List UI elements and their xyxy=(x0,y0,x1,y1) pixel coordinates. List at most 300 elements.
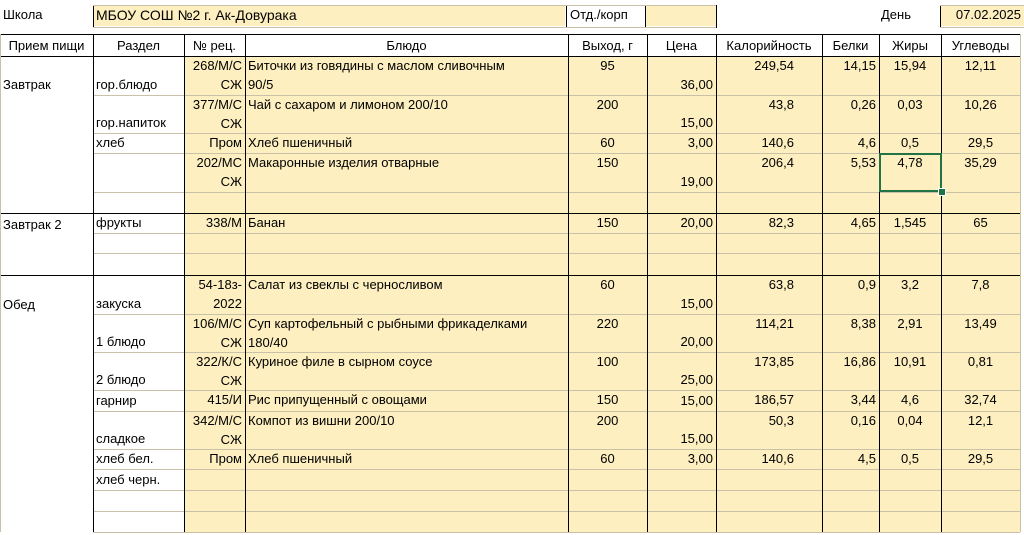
fat-value: 4,6 xyxy=(900,392,920,407)
cell-carbs[interactable] xyxy=(941,490,1020,511)
cell-recipe[interactable] xyxy=(184,469,245,490)
column-header-protein[interactable]: Белки xyxy=(832,38,869,53)
cell-price[interactable] xyxy=(647,213,716,233)
cell-kcal[interactable] xyxy=(716,95,822,133)
kcal-value: 82,3 xyxy=(768,215,794,230)
column-header-recipe[interactable]: № рец. xyxy=(192,38,237,53)
cell-section[interactable] xyxy=(93,390,184,411)
cell-section[interactable] xyxy=(93,133,184,153)
cell-meal[interactable] xyxy=(0,153,93,192)
cell-kcal[interactable] xyxy=(716,213,822,233)
cell-price[interactable] xyxy=(647,390,716,411)
cell-yield[interactable] xyxy=(568,352,647,390)
cell-dish[interactable] xyxy=(245,314,568,352)
grid-line xyxy=(566,5,567,28)
grid-line xyxy=(93,511,1020,512)
cell-kcal[interactable] xyxy=(716,352,822,390)
dish-line: 180/40 xyxy=(248,335,288,350)
protein-value: 8,38 xyxy=(850,316,876,331)
cell-dish[interactable] xyxy=(245,56,568,95)
cell-recipe[interactable] xyxy=(184,275,245,314)
cell-meal[interactable] xyxy=(0,233,93,253)
cell-recipe[interactable] xyxy=(184,490,245,511)
recipe-line: 202/МС xyxy=(196,155,242,170)
cell-fat[interactable] xyxy=(879,449,941,469)
meal-group-label[interactable]: Завтрак 2 xyxy=(0,216,92,234)
cell-dish[interactable] xyxy=(245,253,568,275)
grid-line xyxy=(568,34,569,532)
cell-meal[interactable] xyxy=(0,253,93,275)
section-value: хлеб бел. xyxy=(96,451,154,466)
grid-line xyxy=(93,233,1020,234)
grid-line xyxy=(93,153,1020,154)
column-header-yield[interactable]: Выход, г xyxy=(582,38,633,53)
column-header-dish[interactable]: Блюдо xyxy=(386,38,427,53)
cell-fat[interactable] xyxy=(879,275,941,314)
cell-yield[interactable] xyxy=(568,192,647,213)
kcal-value: 206,4 xyxy=(761,155,794,170)
dept-value-cell[interactable] xyxy=(646,6,716,26)
section-value: сладкое xyxy=(96,431,146,446)
cell-fat[interactable] xyxy=(879,153,941,192)
cell-recipe[interactable] xyxy=(184,253,245,275)
cell-section[interactable] xyxy=(93,352,184,390)
yield-value: 220 xyxy=(596,316,619,331)
price-value: 15,00 xyxy=(680,431,713,446)
yield-value: 100 xyxy=(596,354,619,369)
cell-meal[interactable] xyxy=(0,314,93,352)
cell-recipe[interactable] xyxy=(184,449,245,469)
cell-protein[interactable] xyxy=(822,192,879,213)
carbs-value: 10,26 xyxy=(964,97,997,112)
cell-fat[interactable] xyxy=(879,390,941,411)
carbs-value: 29,5 xyxy=(967,135,994,150)
protein-value: 5,53 xyxy=(850,155,876,170)
grid-line xyxy=(93,390,1020,391)
cell-protein[interactable] xyxy=(822,153,879,192)
cell-protein[interactable] xyxy=(822,213,879,233)
cell-kcal[interactable] xyxy=(716,275,822,314)
price-value: 15,00 xyxy=(680,393,713,408)
cell-fat[interactable] xyxy=(879,253,941,275)
cell-meal[interactable] xyxy=(0,511,93,532)
grid-line xyxy=(645,5,646,28)
grid-line xyxy=(93,469,1020,470)
cell-dish[interactable] xyxy=(245,449,568,469)
grid-line xyxy=(940,5,941,28)
cell-meal[interactable] xyxy=(0,192,93,213)
yield-value: 60 xyxy=(600,277,615,292)
recipe-line: 338/М xyxy=(205,215,242,230)
cell-yield[interactable] xyxy=(568,233,647,253)
column-header-kcal[interactable]: Калорийность xyxy=(726,38,812,53)
day-label[interactable]: День xyxy=(881,7,911,22)
cell-carbs[interactable] xyxy=(941,95,1020,133)
cell-recipe[interactable] xyxy=(184,95,245,133)
cell-recipe[interactable] xyxy=(184,390,245,411)
cell-yield[interactable] xyxy=(568,133,647,153)
cell-price[interactable] xyxy=(647,95,716,133)
grid-line xyxy=(0,56,1020,57)
recipe-line: СЖ xyxy=(220,116,242,131)
grid-line xyxy=(93,5,94,28)
cell-yield[interactable] xyxy=(568,449,647,469)
cell-price[interactable] xyxy=(647,275,716,314)
cell-meal[interactable] xyxy=(0,352,93,390)
date-cell[interactable]: 07.02.2025 xyxy=(941,6,1024,26)
cell-kcal[interactable] xyxy=(716,56,822,95)
cell-price[interactable] xyxy=(647,133,716,153)
cell-dish[interactable] xyxy=(245,95,568,133)
cell-recipe[interactable] xyxy=(184,153,245,192)
cell-kcal[interactable] xyxy=(716,153,822,192)
cell-section[interactable] xyxy=(93,411,184,449)
cell-kcal[interactable] xyxy=(716,511,822,532)
carbs-value: 65 xyxy=(973,215,988,230)
cell-kcal[interactable] xyxy=(716,449,822,469)
protein-value: 0,9 xyxy=(857,277,876,292)
cell-fat[interactable] xyxy=(879,233,941,253)
cell-dish[interactable] xyxy=(245,133,568,153)
cell-dish[interactable] xyxy=(245,233,568,253)
grid-line xyxy=(93,27,716,28)
cell-fat[interactable] xyxy=(879,352,941,390)
price-value: 19,00 xyxy=(680,174,713,189)
cell-meal[interactable] xyxy=(0,133,93,153)
cell-kcal[interactable] xyxy=(716,253,822,275)
protein-value: 4,65 xyxy=(850,215,876,230)
cell-protein[interactable] xyxy=(822,56,879,95)
cell-section[interactable] xyxy=(93,56,184,95)
cell-yield[interactable] xyxy=(568,56,647,95)
cell-carbs[interactable] xyxy=(941,192,1020,213)
cell-yield[interactable] xyxy=(568,411,647,449)
recipe-line: 106/М/С xyxy=(192,316,242,331)
column-header-section[interactable]: Раздел xyxy=(117,38,160,53)
grid-line xyxy=(941,34,942,532)
section-value: гарнир xyxy=(96,393,137,408)
fat-value: 10,91 xyxy=(893,354,927,369)
cell-meal[interactable] xyxy=(0,411,93,449)
grid-line xyxy=(0,34,1020,35)
cell-price[interactable] xyxy=(647,490,716,511)
cell-fat[interactable] xyxy=(879,411,941,449)
dish-line: Рис припущенный с овощами xyxy=(248,392,427,407)
cell-dish[interactable] xyxy=(245,275,568,314)
cell-kcal[interactable] xyxy=(716,314,822,352)
price-value: 3,00 xyxy=(687,135,713,150)
cell-protein[interactable] xyxy=(822,469,879,490)
cell-carbs[interactable] xyxy=(941,449,1020,469)
cell-protein[interactable] xyxy=(822,95,879,133)
cell-meal[interactable] xyxy=(0,490,93,511)
cell-price[interactable] xyxy=(647,56,716,95)
cell-carbs[interactable] xyxy=(941,233,1020,253)
cell-carbs[interactable] xyxy=(941,511,1020,532)
yield-value: 95 xyxy=(600,58,615,73)
recipe-line: 268/М/С xyxy=(192,58,242,73)
dept-label[interactable]: Отд./корп xyxy=(570,7,628,22)
recipe-line: Пром xyxy=(209,451,242,466)
section-value: 2 блюдо xyxy=(96,372,146,387)
cell-price[interactable] xyxy=(647,153,716,192)
recipe-line: Пром xyxy=(209,135,242,150)
grid-line xyxy=(93,532,1020,533)
cell-fat[interactable] xyxy=(879,192,941,213)
cell-recipe[interactable] xyxy=(184,213,245,233)
grid-line xyxy=(184,34,185,532)
kcal-value: 43,8 xyxy=(768,97,794,112)
section-value: хлеб xyxy=(96,135,125,150)
fat-value: 0,5 xyxy=(900,451,920,466)
price-value: 15,00 xyxy=(680,115,713,130)
carbs-value: 32,74 xyxy=(964,392,997,407)
dish-line: Биточки из говядины с маслом сливочным xyxy=(248,58,505,73)
cell-carbs[interactable] xyxy=(941,213,1020,233)
cell-dish[interactable] xyxy=(245,192,568,213)
cell-protein[interactable] xyxy=(822,314,879,352)
cell-protein[interactable] xyxy=(822,253,879,275)
grid-line xyxy=(93,133,1020,134)
dish-line: Макаронные изделия отварные xyxy=(248,155,440,170)
kcal-value: 173,85 xyxy=(754,354,794,369)
kcal-value: 140,6 xyxy=(761,451,794,466)
carbs-value: 12,11 xyxy=(964,58,997,73)
cell-kcal[interactable] xyxy=(716,233,822,253)
cell-carbs[interactable] xyxy=(941,469,1020,490)
yield-value: 150 xyxy=(596,215,619,230)
dish-line: Компот из вишни 200/10 xyxy=(248,413,395,428)
fat-value: 3,2 xyxy=(900,277,920,292)
dish-line: Чай с сахаром и лимоном 200/10 xyxy=(248,97,448,112)
cell-recipe[interactable] xyxy=(184,233,245,253)
kcal-value: 249,54 xyxy=(754,58,794,73)
cell-recipe[interactable] xyxy=(184,133,245,153)
cell-section[interactable] xyxy=(93,275,184,314)
cell-section[interactable] xyxy=(93,449,184,469)
cell-yield[interactable] xyxy=(568,490,647,511)
cell-section[interactable] xyxy=(93,511,184,532)
meal-group-label[interactable]: Обед xyxy=(0,296,92,314)
cell-kcal[interactable] xyxy=(716,469,822,490)
column-header-carbs[interactable]: Углеводы xyxy=(951,38,1010,53)
cell-fat[interactable] xyxy=(879,95,941,133)
cell-fat[interactable] xyxy=(879,469,941,490)
cell-carbs[interactable] xyxy=(941,153,1020,192)
recipe-line: СЖ xyxy=(220,373,242,388)
cell-yield[interactable] xyxy=(568,275,647,314)
column-header-price[interactable]: Цена xyxy=(665,38,698,53)
cell-protein[interactable] xyxy=(822,411,879,449)
price-value: 20,00 xyxy=(680,215,713,230)
recipe-line: СЖ xyxy=(220,432,242,447)
grid-line xyxy=(0,34,1,532)
column-header-fat[interactable]: Жиры xyxy=(892,38,928,53)
cell-dish[interactable] xyxy=(245,390,568,411)
cell-protein[interactable] xyxy=(822,490,879,511)
cell-price[interactable] xyxy=(647,253,716,275)
recipe-line: 342/М/С xyxy=(192,413,242,428)
cell-section[interactable] xyxy=(93,490,184,511)
section-value: закуска xyxy=(96,296,142,311)
grid-line xyxy=(0,275,1020,276)
recipe-line: СЖ xyxy=(220,335,242,350)
section-value: 1 блюдо xyxy=(96,334,146,349)
grid-line xyxy=(245,34,246,532)
cell-yield[interactable] xyxy=(568,213,647,233)
grid-line xyxy=(940,5,1024,6)
fat-value: 0,03 xyxy=(897,97,923,112)
dish-line: Хлеб пшеничный xyxy=(248,135,353,150)
cell-fat[interactable] xyxy=(879,56,941,95)
cell-section[interactable] xyxy=(93,314,184,352)
fill-handle[interactable] xyxy=(938,188,946,196)
cell-protein[interactable] xyxy=(822,233,879,253)
cell-protein[interactable] xyxy=(822,275,879,314)
recipe-line: 377/М/С xyxy=(192,97,242,112)
cell-kcal[interactable] xyxy=(716,390,822,411)
cell-recipe[interactable] xyxy=(184,411,245,449)
cell-price[interactable] xyxy=(647,314,716,352)
cell-recipe[interactable] xyxy=(184,511,245,532)
cell-protein[interactable] xyxy=(822,133,879,153)
section-value: фрукты xyxy=(96,215,142,230)
cell-dish[interactable] xyxy=(245,352,568,390)
cell-yield[interactable] xyxy=(568,314,647,352)
column-header-meal[interactable]: Прием пищи xyxy=(8,38,85,53)
grid-line xyxy=(1020,34,1021,532)
grid-line xyxy=(93,5,716,6)
recipe-line: 54-18з- xyxy=(198,277,242,292)
protein-value: 3,44 xyxy=(850,392,876,407)
cell-fat[interactable] xyxy=(879,490,941,511)
cell-protein[interactable] xyxy=(822,449,879,469)
fat-value: 4,78 xyxy=(897,155,923,170)
cell-price[interactable] xyxy=(647,449,716,469)
dish-line: Салат из свеклы с черносливом xyxy=(248,277,443,292)
cell-price[interactable] xyxy=(647,411,716,449)
cell-price[interactable] xyxy=(647,352,716,390)
cell-fat[interactable] xyxy=(879,314,941,352)
carbs-value: 7,8 xyxy=(971,277,990,292)
carbs-value: 35,29 xyxy=(964,155,997,170)
price-value: 36,00 xyxy=(680,77,713,92)
protein-value: 14,15 xyxy=(843,58,876,73)
cell-yield[interactable] xyxy=(568,469,647,490)
cell-carbs[interactable] xyxy=(941,253,1020,275)
cell-carbs[interactable] xyxy=(941,275,1020,314)
yield-value: 60 xyxy=(600,135,615,150)
price-value: 15,00 xyxy=(680,296,713,311)
fat-value: 0,5 xyxy=(900,135,920,150)
section-value: хлеб черн. xyxy=(96,472,161,487)
recipe-line: 2022 xyxy=(213,296,242,311)
cell-kcal[interactable] xyxy=(716,490,822,511)
cell-dish[interactable] xyxy=(245,213,568,233)
cell-section[interactable] xyxy=(93,95,184,133)
grid-line xyxy=(716,34,717,532)
cell-carbs[interactable] xyxy=(941,352,1020,390)
cell-dish[interactable] xyxy=(245,411,568,449)
cell-protein[interactable] xyxy=(822,352,879,390)
cell-meal[interactable] xyxy=(0,95,93,133)
cell-carbs[interactable] xyxy=(941,56,1020,95)
cell-recipe[interactable] xyxy=(184,56,245,95)
cell-price[interactable] xyxy=(647,469,716,490)
cell-yield[interactable] xyxy=(568,153,647,192)
cell-kcal[interactable] xyxy=(716,192,822,213)
cell-price[interactable] xyxy=(647,233,716,253)
cell-recipe[interactable] xyxy=(184,192,245,213)
cell-section[interactable] xyxy=(93,233,184,253)
kcal-value: 186,57 xyxy=(754,392,794,407)
yield-value: 150 xyxy=(596,155,619,170)
cell-kcal[interactable] xyxy=(716,133,822,153)
cell-kcal[interactable] xyxy=(716,411,822,449)
cell-dish[interactable] xyxy=(245,490,568,511)
fat-value: 1,545 xyxy=(893,215,927,230)
cell-section[interactable] xyxy=(93,192,184,213)
cell-carbs[interactable] xyxy=(941,314,1020,352)
cell-section[interactable] xyxy=(93,153,184,192)
cell-recipe[interactable] xyxy=(184,352,245,390)
cell-fat[interactable] xyxy=(879,133,941,153)
meal-group-label[interactable]: Завтрак xyxy=(0,76,92,94)
cell-carbs[interactable] xyxy=(941,133,1020,153)
recipe-line: СЖ xyxy=(220,77,242,92)
cell-yield[interactable] xyxy=(568,390,647,411)
cell-carbs[interactable] xyxy=(941,411,1020,449)
grid-line xyxy=(822,34,823,532)
fat-value: 15,94 xyxy=(893,58,927,73)
grid-line xyxy=(93,253,1020,254)
grid-line xyxy=(93,95,1020,96)
cell-yield[interactable] xyxy=(568,511,647,532)
cell-protein[interactable] xyxy=(822,511,879,532)
cell-dish[interactable] xyxy=(245,153,568,192)
cell-meal[interactable] xyxy=(0,449,93,469)
cell-section[interactable] xyxy=(93,469,184,490)
recipe-line: 415/И xyxy=(207,392,242,407)
cell-dish[interactable] xyxy=(245,511,568,532)
price-value: 3,00 xyxy=(687,451,713,466)
cell-yield[interactable] xyxy=(568,95,647,133)
yield-value: 200 xyxy=(596,413,619,428)
cell-dish[interactable] xyxy=(245,469,568,490)
school-name-cell[interactable]: МБОУ СОШ №2 г. Ак-Довурака xyxy=(93,6,565,26)
cell-yield[interactable] xyxy=(568,253,647,275)
cell-meal[interactable] xyxy=(0,469,93,490)
grid-line xyxy=(879,34,880,532)
grid-line xyxy=(93,192,1020,193)
cell-price[interactable] xyxy=(647,511,716,532)
cell-section[interactable] xyxy=(93,213,184,233)
kcal-value: 140,6 xyxy=(761,135,794,150)
cell-carbs[interactable] xyxy=(941,390,1020,411)
section-value: гор.блюдо xyxy=(96,77,158,92)
cell-protein[interactable] xyxy=(822,390,879,411)
kcal-value: 50,3 xyxy=(768,413,794,428)
cell-fat[interactable] xyxy=(879,213,941,233)
cell-recipe[interactable] xyxy=(184,314,245,352)
cell-price[interactable] xyxy=(647,192,716,213)
cell-meal[interactable] xyxy=(0,390,93,411)
school-label[interactable]: Школа xyxy=(3,7,43,22)
cell-fat[interactable] xyxy=(879,511,941,532)
cell-section[interactable] xyxy=(93,253,184,275)
dish-line: Куриное филе в сырном соусе xyxy=(248,354,433,369)
dish-line: Хлеб пшеничный xyxy=(248,451,353,466)
